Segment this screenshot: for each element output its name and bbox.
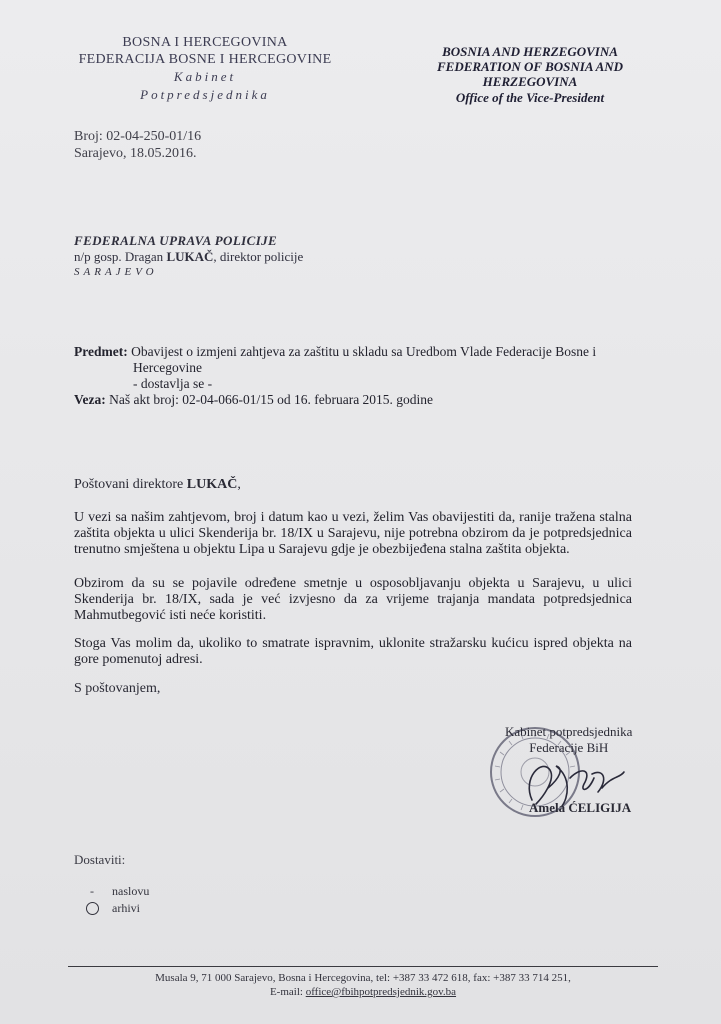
footer-address: Musala 9, 71 000 Sarajevo, Bosna i Hercegovina, tel: +387 33 472 618, fax: +387 33 714 251, (155, 972, 571, 984)
recipient-prefix: n/p gosp. Dragan (74, 249, 167, 264)
footer-email-row (68, 985, 658, 999)
header-left-line3: Kabinet (173, 69, 237, 84)
signature-line2: Federacije BiH (529, 740, 609, 755)
distribution-item-2: arhivi (112, 901, 140, 915)
footer-email-label: E-mail: (269, 986, 306, 998)
predmet-label: Predmet: (74, 344, 128, 359)
greeting-name: LUKAČ (186, 477, 238, 492)
distribution-title: Dostaviti: (74, 852, 126, 867)
header-right-line2: FEDERATION OF BOSNIA AND (436, 59, 624, 74)
greeting (74, 477, 241, 493)
footer (68, 971, 658, 999)
footer-divider (68, 966, 658, 967)
header-left-line1: BOSNA I HERCEGOVINA (122, 35, 288, 50)
document-meta (74, 128, 201, 162)
signature-name (505, 800, 632, 816)
signature-block (505, 724, 632, 816)
document-date: Sarajevo, 18.05.2016. (74, 146, 197, 161)
header-right-line3: HERZEGOVINA (482, 74, 578, 89)
predmet-line3: - dostavlja se - (133, 376, 213, 391)
header-right (425, 44, 635, 105)
document-number: Broj: 02-04-250-01/16 (74, 129, 202, 144)
recipient-attention (74, 249, 303, 264)
greeting-suffix: , (237, 477, 241, 492)
circled-bullet-icon (86, 902, 99, 915)
body-paragraph-1: U vezi sa našim zahtjevom, broj i datum kao u vezi, želim Vas obavijestiti da, ranije tražena stalna zaštita objekta u ulici Skenderija br. 18/IX u Sarajevu, nije potrebna obzirom da je potpredsjednica trenutno smještena u objektu Lipa u Sarajevu gdje je obezbijeđena stalna zaštita objekta. (74, 510, 632, 557)
veza-label: Veza: (74, 392, 106, 407)
dash-bullet-icon: - (90, 884, 94, 898)
recipient-block (74, 232, 303, 280)
header-left (60, 34, 350, 104)
list-item (88, 900, 149, 917)
veza-row (74, 392, 596, 408)
predmet-line1: Obavijest o izmjeni zahtjeva za zaštitu u skladu sa Uredbom Vlade Federacije Bosne i (131, 344, 597, 359)
recipient-suffix: , direktor policije (213, 249, 304, 264)
header-left-line4: Potpredsjednika (140, 87, 270, 102)
recipient-name: LUKAČ (166, 249, 214, 264)
distribution-list (88, 883, 149, 917)
signature-line1: Kabinet potpredsjednika (505, 724, 633, 739)
body-paragraph-2: Obzirom da su se pojavile određene smetnje u osposobljavanju objekta u Sarajevu, u ulici Skenderija br. 18/IX, sada je već izvjesno da za vrijeme trajanja mandata potpredsjednica Mahmutbegović isti neće koristiti. (74, 576, 632, 623)
subject-row (74, 344, 596, 360)
recipient-city: SARAJEVO (74, 266, 158, 278)
list-item (88, 883, 149, 900)
signatory-name: Amela ĆELIGIJA (529, 800, 632, 815)
footer-email-link[interactable]: office@fbihpotpredsjednik.gov.ba (305, 986, 457, 998)
header-left-line2: FEDERACIJA BOSNE I HERCEGOVINE (78, 52, 332, 67)
veza-text: Naš akt broj: 02-04-066-01/15 od 16. februara 2015. godine (109, 392, 434, 407)
recipient-org: FEDERALNA UPRAVA POLICIJE (74, 233, 278, 248)
predmet-line2: Hercegovine (133, 360, 202, 375)
body-paragraph-3: Stoga Vas molim da, ukoliko to smatrate ispravnim, uklonite stražarsku kućicu ispred objekta na gore pomenutoj adresi. (74, 636, 632, 667)
subject-block (74, 344, 596, 408)
greeting-prefix: Poštovani direktore (74, 477, 187, 492)
header-right-line1: BOSNIA AND HERZEGOVINA (442, 44, 618, 59)
distribution-item-1: naslovu (112, 884, 150, 898)
header-right-line4: Office of the Vice-President (455, 90, 605, 105)
closing: S poštovanjem, (74, 681, 161, 696)
